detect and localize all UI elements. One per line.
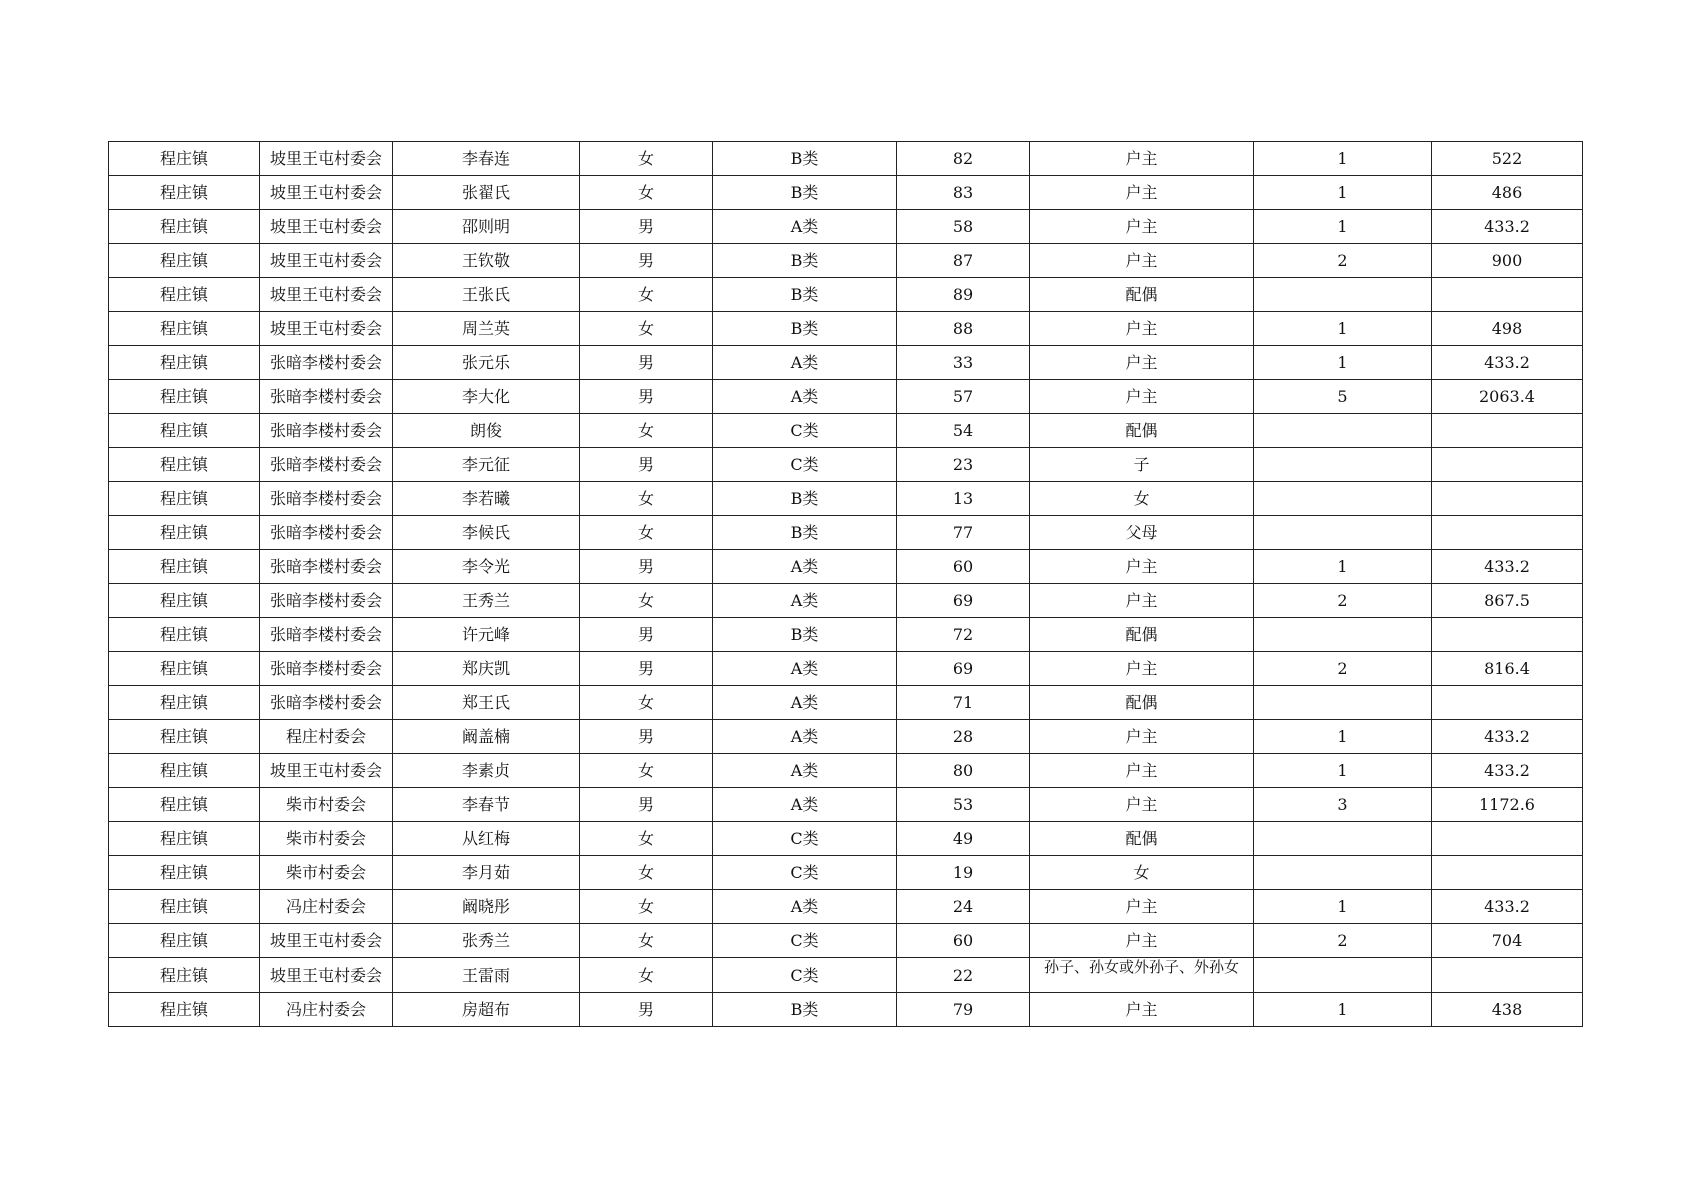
- age-cell: 58: [897, 210, 1030, 244]
- table-row: [109, 516, 1583, 550]
- gender-cell: 男: [580, 210, 713, 244]
- amount-cell: 486: [1432, 176, 1583, 210]
- relation-cell: 户主: [1030, 346, 1254, 380]
- name-cell: 李若曦: [393, 482, 580, 516]
- town-cell: 程庄镇: [109, 244, 260, 278]
- amount-cell: 900: [1432, 244, 1583, 278]
- relation-cell: 配偶: [1030, 686, 1254, 720]
- category-cell: A类: [713, 788, 897, 822]
- category-cell: A类: [713, 380, 897, 414]
- table-row: [109, 720, 1583, 754]
- name-cell: 张元乐: [393, 346, 580, 380]
- gender-cell: 男: [580, 993, 713, 1027]
- town-cell: 程庄镇: [109, 686, 260, 720]
- gender-cell: 女: [580, 516, 713, 550]
- household-size-cell: 1: [1254, 754, 1432, 788]
- name-cell: 李候氏: [393, 516, 580, 550]
- town-cell: 程庄镇: [109, 754, 260, 788]
- table-row: [109, 788, 1583, 822]
- age-cell: 19: [897, 856, 1030, 890]
- name-cell: 李春节: [393, 788, 580, 822]
- table-row: [109, 890, 1583, 924]
- category-cell: C类: [713, 958, 897, 993]
- relation-cell: 户主: [1030, 210, 1254, 244]
- gender-cell: 男: [580, 346, 713, 380]
- household-size-cell: [1254, 618, 1432, 652]
- gender-cell: 女: [580, 414, 713, 448]
- name-cell: 王雷雨: [393, 958, 580, 993]
- gender-cell: 女: [580, 958, 713, 993]
- gender-cell: 女: [580, 856, 713, 890]
- name-cell: 王张氏: [393, 278, 580, 312]
- relation-cell: 女: [1030, 856, 1254, 890]
- gender-cell: 女: [580, 142, 713, 176]
- amount-cell: [1432, 448, 1583, 482]
- town-cell: 程庄镇: [109, 312, 260, 346]
- gender-cell: 女: [580, 686, 713, 720]
- village-committee-cell: 张暗李楼村委会: [260, 652, 393, 686]
- amount-cell: [1432, 516, 1583, 550]
- village-committee-cell: 坡里王屯村委会: [260, 924, 393, 958]
- town-cell: 程庄镇: [109, 788, 260, 822]
- town-cell: 程庄镇: [109, 414, 260, 448]
- amount-cell: 433.2: [1432, 550, 1583, 584]
- table-row: [109, 822, 1583, 856]
- relation-cell: 子: [1030, 448, 1254, 482]
- relation-cell: 户主: [1030, 924, 1254, 958]
- amount-cell: [1432, 958, 1583, 993]
- name-cell: 朗俊: [393, 414, 580, 448]
- village-committee-cell: 张暗李楼村委会: [260, 584, 393, 618]
- name-cell: 郑庆凯: [393, 652, 580, 686]
- age-cell: 71: [897, 686, 1030, 720]
- table-row: [109, 652, 1583, 686]
- amount-cell: [1432, 856, 1583, 890]
- town-cell: 程庄镇: [109, 993, 260, 1027]
- name-cell: 李元征: [393, 448, 580, 482]
- age-cell: 79: [897, 993, 1030, 1027]
- name-cell: 李月茹: [393, 856, 580, 890]
- table-row: [109, 244, 1583, 278]
- amount-cell: [1432, 414, 1583, 448]
- relation-cell: 户主: [1030, 380, 1254, 414]
- household-size-cell: 1: [1254, 890, 1432, 924]
- age-cell: 33: [897, 346, 1030, 380]
- age-cell: 69: [897, 584, 1030, 618]
- gender-cell: 女: [580, 584, 713, 618]
- household-size-cell: 2: [1254, 244, 1432, 278]
- category-cell: A类: [713, 584, 897, 618]
- household-size-cell: [1254, 856, 1432, 890]
- amount-cell: 1172.6: [1432, 788, 1583, 822]
- gender-cell: 女: [580, 890, 713, 924]
- relation-cell: 户主: [1030, 788, 1254, 822]
- village-committee-cell: 坡里王屯村委会: [260, 278, 393, 312]
- household-size-cell: 1: [1254, 550, 1432, 584]
- table-row: [109, 482, 1583, 516]
- town-cell: 程庄镇: [109, 380, 260, 414]
- age-cell: 13: [897, 482, 1030, 516]
- category-cell: A类: [713, 550, 897, 584]
- category-cell: A类: [713, 346, 897, 380]
- relation-cell: 女: [1030, 482, 1254, 516]
- age-cell: 23: [897, 448, 1030, 482]
- town-cell: 程庄镇: [109, 958, 260, 993]
- gender-cell: 男: [580, 448, 713, 482]
- table-row: [109, 584, 1583, 618]
- amount-cell: 438: [1432, 993, 1583, 1027]
- age-cell: 49: [897, 822, 1030, 856]
- age-cell: 89: [897, 278, 1030, 312]
- town-cell: 程庄镇: [109, 584, 260, 618]
- household-size-cell: 1: [1254, 210, 1432, 244]
- table-row: [109, 380, 1583, 414]
- relation-cell: 配偶: [1030, 618, 1254, 652]
- village-committee-cell: 程庄村委会: [260, 720, 393, 754]
- category-cell: B类: [713, 482, 897, 516]
- village-committee-cell: 张暗李楼村委会: [260, 414, 393, 448]
- category-cell: A类: [713, 890, 897, 924]
- village-committee-cell: 张暗李楼村委会: [260, 482, 393, 516]
- gender-cell: 男: [580, 618, 713, 652]
- amount-cell: 704: [1432, 924, 1583, 958]
- village-committee-cell: 坡里王屯村委会: [260, 244, 393, 278]
- town-cell: 程庄镇: [109, 516, 260, 550]
- category-cell: B类: [713, 993, 897, 1027]
- town-cell: 程庄镇: [109, 856, 260, 890]
- household-size-cell: 1: [1254, 142, 1432, 176]
- household-size-cell: [1254, 482, 1432, 516]
- gender-cell: 女: [580, 176, 713, 210]
- gender-cell: 女: [580, 278, 713, 312]
- household-size-cell: 2: [1254, 924, 1432, 958]
- village-committee-cell: 冯庄村委会: [260, 890, 393, 924]
- village-committee-cell: 坡里王屯村委会: [260, 176, 393, 210]
- town-cell: 程庄镇: [109, 448, 260, 482]
- relation-cell: 配偶: [1030, 278, 1254, 312]
- gender-cell: 女: [580, 312, 713, 346]
- gender-cell: 女: [580, 822, 713, 856]
- amount-cell: [1432, 618, 1583, 652]
- age-cell: 57: [897, 380, 1030, 414]
- name-cell: 王秀兰: [393, 584, 580, 618]
- age-cell: 24: [897, 890, 1030, 924]
- amount-cell: 2063.4: [1432, 380, 1583, 414]
- village-committee-cell: 张暗李楼村委会: [260, 380, 393, 414]
- household-size-cell: [1254, 686, 1432, 720]
- gender-cell: 女: [580, 754, 713, 788]
- amount-cell: 433.2: [1432, 754, 1583, 788]
- village-committee-cell: 张暗李楼村委会: [260, 448, 393, 482]
- age-cell: 83: [897, 176, 1030, 210]
- village-committee-cell: 柴市村委会: [260, 856, 393, 890]
- gender-cell: 男: [580, 720, 713, 754]
- amount-cell: 433.2: [1432, 346, 1583, 380]
- relation-cell: 户主: [1030, 142, 1254, 176]
- name-cell: 张翟氏: [393, 176, 580, 210]
- table-row: [109, 414, 1583, 448]
- household-size-cell: 1: [1254, 993, 1432, 1027]
- village-committee-cell: 张暗李楼村委会: [260, 550, 393, 584]
- roster-body: [109, 142, 1583, 1027]
- gender-cell: 男: [580, 652, 713, 686]
- table-row: [109, 210, 1583, 244]
- village-committee-cell: 坡里王屯村委会: [260, 958, 393, 993]
- name-cell: 王钦敬: [393, 244, 580, 278]
- name-cell: 张秀兰: [393, 924, 580, 958]
- village-committee-cell: 坡里王屯村委会: [260, 210, 393, 244]
- relation-cell: 配偶: [1030, 822, 1254, 856]
- table-row: [109, 856, 1583, 890]
- relation-cell: 户主: [1030, 176, 1254, 210]
- category-cell: C类: [713, 856, 897, 890]
- table-row: [109, 924, 1583, 958]
- gender-cell: 男: [580, 788, 713, 822]
- category-cell: A类: [713, 720, 897, 754]
- village-committee-cell: 坡里王屯村委会: [260, 754, 393, 788]
- age-cell: 53: [897, 788, 1030, 822]
- category-cell: B类: [713, 618, 897, 652]
- amount-cell: 867.5: [1432, 584, 1583, 618]
- table-row: [109, 550, 1583, 584]
- category-cell: A类: [713, 686, 897, 720]
- village-committee-cell: 张暗李楼村委会: [260, 618, 393, 652]
- household-size-cell: [1254, 516, 1432, 550]
- name-cell: 阚晓彤: [393, 890, 580, 924]
- amount-cell: 522: [1432, 142, 1583, 176]
- household-size-cell: 2: [1254, 584, 1432, 618]
- amount-cell: [1432, 482, 1583, 516]
- name-cell: 李素贞: [393, 754, 580, 788]
- name-cell: 李大化: [393, 380, 580, 414]
- village-committee-cell: 柴市村委会: [260, 788, 393, 822]
- name-cell: 阚盖楠: [393, 720, 580, 754]
- amount-cell: 498: [1432, 312, 1583, 346]
- category-cell: B类: [713, 142, 897, 176]
- table-row: [109, 278, 1583, 312]
- town-cell: 程庄镇: [109, 618, 260, 652]
- name-cell: 李令光: [393, 550, 580, 584]
- amount-cell: 433.2: [1432, 210, 1583, 244]
- category-cell: A类: [713, 754, 897, 788]
- age-cell: 60: [897, 924, 1030, 958]
- category-cell: B类: [713, 312, 897, 346]
- relation-cell: 户主: [1030, 550, 1254, 584]
- household-size-cell: 1: [1254, 346, 1432, 380]
- village-committee-cell: 坡里王屯村委会: [260, 142, 393, 176]
- gender-cell: 男: [580, 380, 713, 414]
- table-row: [109, 686, 1583, 720]
- category-cell: C类: [713, 414, 897, 448]
- age-cell: 80: [897, 754, 1030, 788]
- name-cell: 许元峰: [393, 618, 580, 652]
- gender-cell: 男: [580, 244, 713, 278]
- household-size-cell: [1254, 822, 1432, 856]
- town-cell: 程庄镇: [109, 176, 260, 210]
- relation-cell: 户主: [1030, 720, 1254, 754]
- town-cell: 程庄镇: [109, 482, 260, 516]
- relation-cell: 户主: [1030, 584, 1254, 618]
- category-cell: B类: [713, 278, 897, 312]
- table-row: [109, 176, 1583, 210]
- age-cell: 77: [897, 516, 1030, 550]
- village-committee-cell: 张暗李楼村委会: [260, 686, 393, 720]
- age-cell: 54: [897, 414, 1030, 448]
- household-size-cell: [1254, 958, 1432, 993]
- household-size-cell: 1: [1254, 176, 1432, 210]
- category-cell: A类: [713, 210, 897, 244]
- household-size-cell: [1254, 448, 1432, 482]
- town-cell: 程庄镇: [109, 822, 260, 856]
- category-cell: C类: [713, 924, 897, 958]
- amount-cell: 816.4: [1432, 652, 1583, 686]
- amount-cell: [1432, 278, 1583, 312]
- age-cell: 60: [897, 550, 1030, 584]
- village-committee-cell: 坡里王屯村委会: [260, 312, 393, 346]
- name-cell: 从红梅: [393, 822, 580, 856]
- gender-cell: 女: [580, 482, 713, 516]
- village-committee-cell: 冯庄村委会: [260, 993, 393, 1027]
- name-cell: 房超布: [393, 993, 580, 1027]
- household-size-cell: [1254, 414, 1432, 448]
- category-cell: C类: [713, 822, 897, 856]
- age-cell: 69: [897, 652, 1030, 686]
- age-cell: 82: [897, 142, 1030, 176]
- town-cell: 程庄镇: [109, 142, 260, 176]
- category-cell: A类: [713, 652, 897, 686]
- relation-cell: 户主: [1030, 312, 1254, 346]
- gender-cell: 女: [580, 924, 713, 958]
- household-size-cell: 2: [1254, 652, 1432, 686]
- table-row: [109, 312, 1583, 346]
- name-cell: 邵则明: [393, 210, 580, 244]
- town-cell: 程庄镇: [109, 890, 260, 924]
- table-row: [109, 448, 1583, 482]
- household-size-cell: 1: [1254, 720, 1432, 754]
- age-cell: 72: [897, 618, 1030, 652]
- amount-cell: [1432, 822, 1583, 856]
- name-cell: 郑王氏: [393, 686, 580, 720]
- household-size-cell: 3: [1254, 788, 1432, 822]
- village-committee-cell: 张暗李楼村委会: [260, 516, 393, 550]
- table-row: [109, 993, 1583, 1027]
- gender-cell: 男: [580, 550, 713, 584]
- name-cell: 李春连: [393, 142, 580, 176]
- amount-cell: 433.2: [1432, 720, 1583, 754]
- town-cell: 程庄镇: [109, 720, 260, 754]
- town-cell: 程庄镇: [109, 652, 260, 686]
- category-cell: C类: [713, 448, 897, 482]
- age-cell: 22: [897, 958, 1030, 993]
- village-committee-cell: 张暗李楼村委会: [260, 346, 393, 380]
- relation-cell: 户主: [1030, 754, 1254, 788]
- name-cell: 周兰英: [393, 312, 580, 346]
- relation-cell: 户主: [1030, 652, 1254, 686]
- category-cell: B类: [713, 244, 897, 278]
- table-row: [109, 958, 1583, 993]
- age-cell: 28: [897, 720, 1030, 754]
- amount-cell: [1432, 686, 1583, 720]
- amount-cell: 433.2: [1432, 890, 1583, 924]
- relation-cell: 户主: [1030, 244, 1254, 278]
- relation-cell: 父母: [1030, 516, 1254, 550]
- category-cell: B类: [713, 176, 897, 210]
- relation-cell: 孙子、孙女或外孙子、外孙女: [1030, 958, 1254, 993]
- relation-cell: 户主: [1030, 890, 1254, 924]
- town-cell: 程庄镇: [109, 924, 260, 958]
- household-size-cell: [1254, 278, 1432, 312]
- town-cell: 程庄镇: [109, 346, 260, 380]
- age-cell: 88: [897, 312, 1030, 346]
- relation-cell: 户主: [1030, 993, 1254, 1027]
- household-size-cell: 5: [1254, 380, 1432, 414]
- town-cell: 程庄镇: [109, 278, 260, 312]
- category-cell: B类: [713, 516, 897, 550]
- table-row: [109, 618, 1583, 652]
- table-row: [109, 754, 1583, 788]
- household-size-cell: 1: [1254, 312, 1432, 346]
- table-row: [109, 142, 1583, 176]
- town-cell: 程庄镇: [109, 210, 260, 244]
- age-cell: 87: [897, 244, 1030, 278]
- relation-cell: 配偶: [1030, 414, 1254, 448]
- town-cell: 程庄镇: [109, 550, 260, 584]
- village-committee-cell: 柴市村委会: [260, 822, 393, 856]
- table-row: [109, 346, 1583, 380]
- roster-table: [108, 141, 1583, 1027]
